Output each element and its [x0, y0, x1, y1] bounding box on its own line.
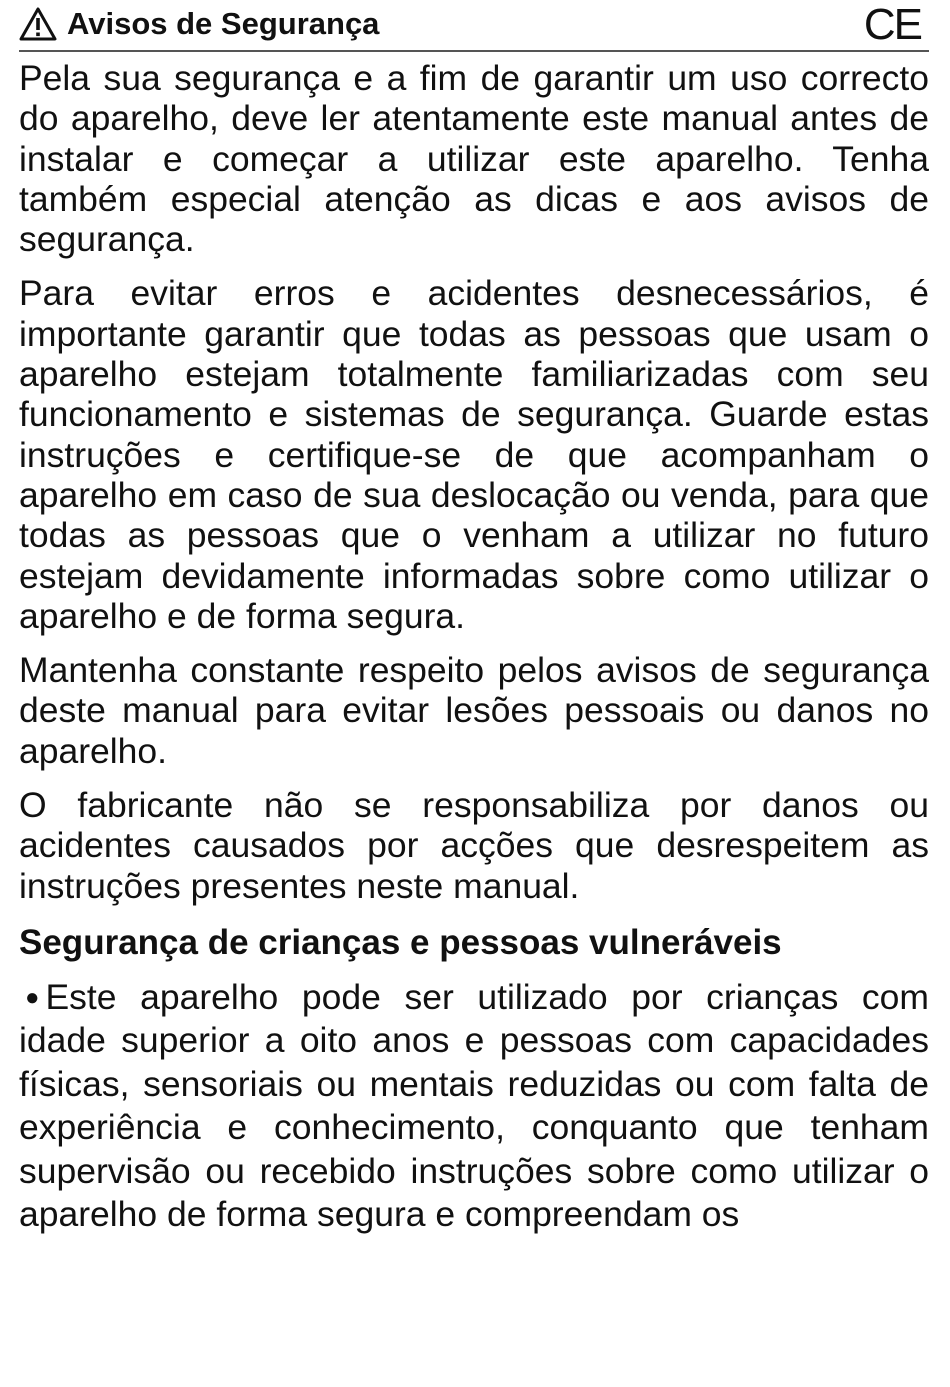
list-item: [19, 976, 929, 1237]
header-title-row: [19, 4, 379, 44]
ce-mark-icon: CE: [863, 0, 921, 49]
bullet-icon: ●: [25, 983, 40, 1011]
section-title-child-safety: Segurança de crianças e pessoas vulneráveis: [19, 922, 782, 962]
bullet-text: Este aparelho pode ser utilizado por crianças com idade superior a oito anos e pessoas com capacidades físicas, sensoriais ou mentais reduzidas ou com falta de experiência e conhecimento, conquanto que tenham supervisão ou recebido instruções sobre como utilizar o aparelho de forma segura e compreendam os: [19, 976, 929, 1235]
page-header: [19, 0, 929, 52]
manual-page: [19, 0, 929, 1237]
warning-triangle-icon: [19, 7, 57, 41]
paragraph-familiarization: Para evitar erros e acidentes desnecessários, é importante garantir que todas as pessoas que usam o aparelho estejam totalmente familiarizadas com seu funcionamento e sistemas de segurança. Guarde estas instruções e certifique-se de que acompanham o aparelho em caso de sua deslocação ou venda, para que todas as pessoas que o venham a utilizar no futuro estejam devidamente informadas sobre como utilizar o aparelho e de forma segura.: [19, 273, 929, 636]
page-title: Avisos de Segurança: [67, 6, 380, 41]
paragraph-intro: Pela sua segurança e a fim de garantir um uso correcto do aparelho, deve ler atentamente este manual antes de instalar e começar a utilizar este aparelho. Tenha também especial atenção as dicas e aos avisos de segurança.: [19, 58, 929, 260]
paragraph-respect-warnings: Mantenha constante respeito pelos avisos de segurança deste manual para evitar lesões pessoais ou danos no aparelho.: [19, 650, 929, 771]
paragraph-manufacturer-liability: O fabricante não se responsabiliza por danos ou acidentes causados por acções que desrespeitem as instruções presentes neste manual.: [19, 785, 929, 906]
